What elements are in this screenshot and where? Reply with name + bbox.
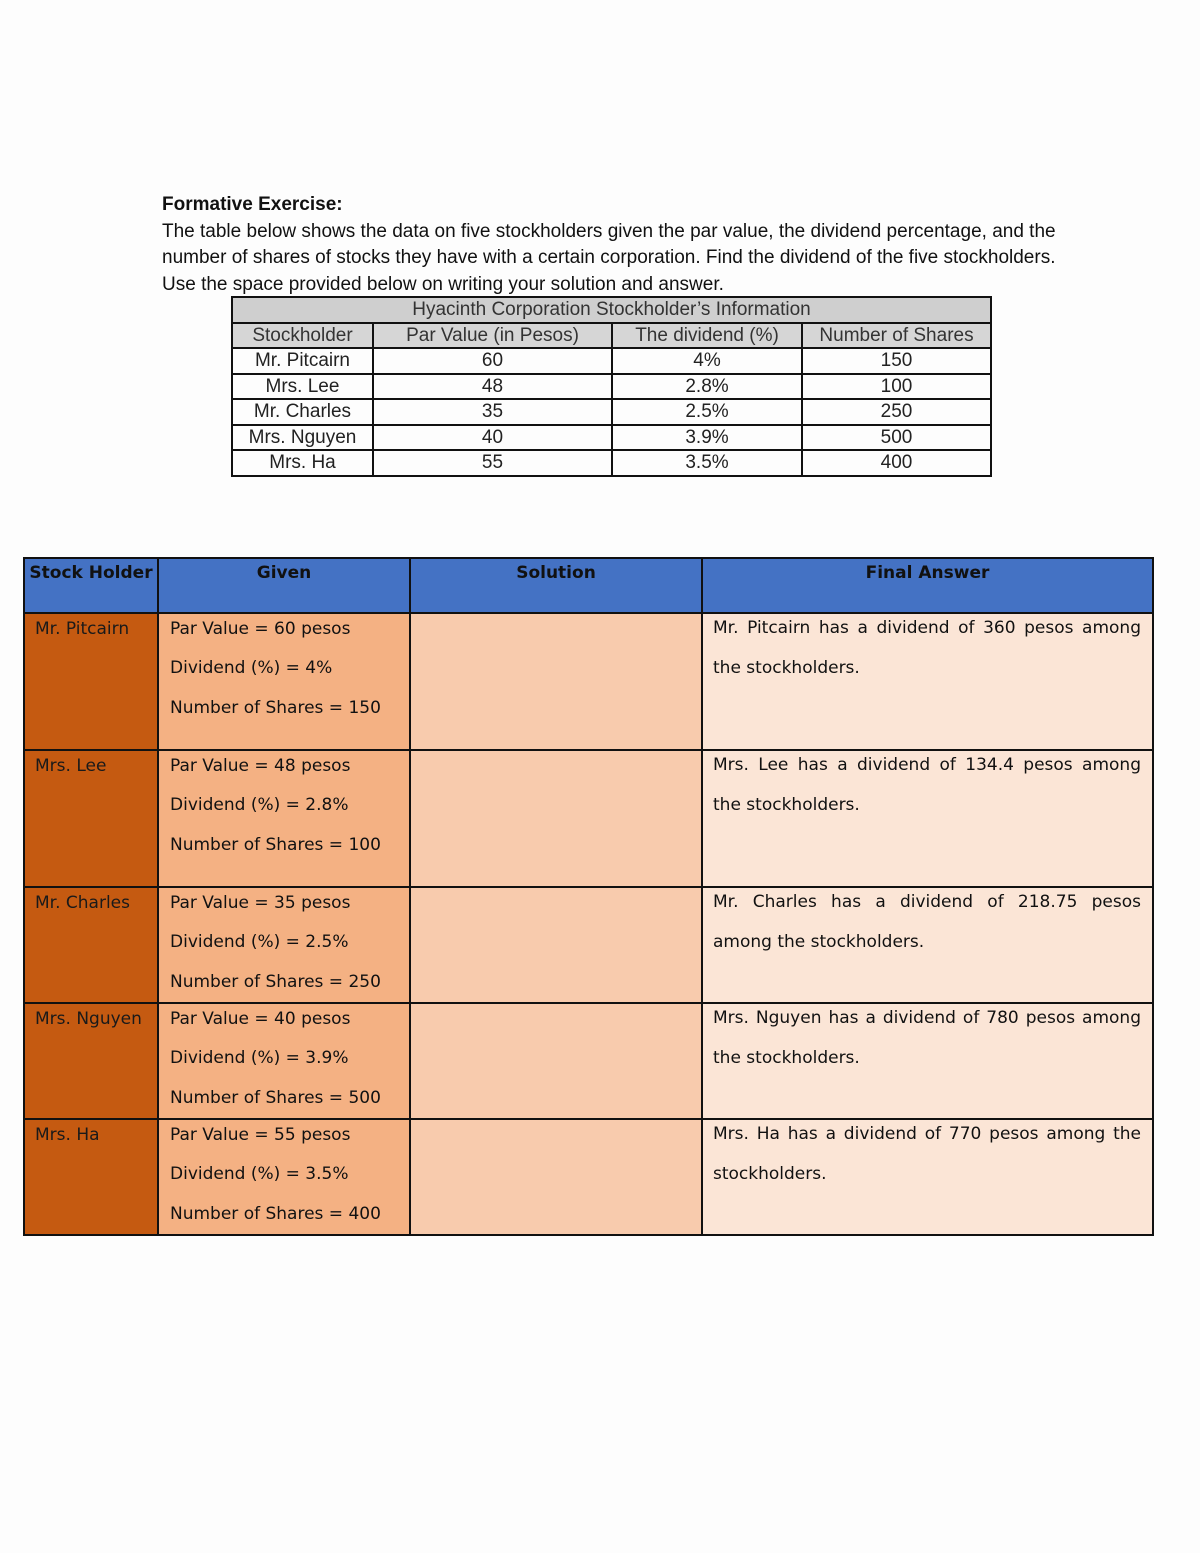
work-cell-solution[interactable] [410,1119,702,1235]
given-par-value: Par Value = 60 pesos [170,619,351,639]
work-cell-holder: Mr. Charles [24,887,158,1003]
exercise-intro [162,192,1082,298]
given-par-value: Par Value = 40 pesos [170,1009,351,1029]
work-row [24,1119,1153,1235]
work-row [24,887,1153,1003]
final-answer-text: Mrs. Ha has a dividend of 770 pesos among the stockholders. [713,1124,1141,1184]
work-row [24,1003,1153,1119]
info-cell-shares: 100 [802,374,991,400]
stockholder-info-table [231,296,992,477]
info-cell-dividend: 2.5% [612,399,802,425]
exercise-instructions: The table below shows the data on five stockholders given the par value, the dividend percentage, and the number of shares of stocks they have with a certain corporation. Find the dividend of the five stockholders. Use the space provided below on writing your solution and answer. [162,220,1056,295]
given-par-value: Par Value = 55 pesos [170,1125,351,1145]
work-header-given: Given [158,558,410,613]
given-dividend: Dividend (%) = 2.5% [170,932,349,952]
info-cell-stockholder: Mrs. Ha [232,450,373,476]
info-cell-par-value: 40 [373,425,612,451]
info-cell-shares: 500 [802,425,991,451]
info-cell-stockholder: Mrs. Nguyen [232,425,373,451]
work-cell-given [158,1003,410,1119]
final-answer-text: Mrs. Lee has a dividend of 134.4 pesos among the stockholders. [713,755,1141,815]
work-cell-solution[interactable] [410,1003,702,1119]
given-dividend: Dividend (%) = 2.8% [170,795,349,815]
info-cell-shares: 150 [802,348,991,374]
given-shares: Number of Shares = 500 [170,1087,381,1108]
work-cell-answer [702,613,1153,750]
exercise-heading: Formative Exercise: [162,194,343,215]
work-cell-answer [702,750,1153,887]
work-cell-solution[interactable] [410,750,702,887]
work-cell-answer [702,1119,1153,1235]
info-cell-dividend: 3.5% [612,450,802,476]
info-cell-par-value: 60 [373,348,612,374]
given-par-value: Par Value = 35 pesos [170,893,351,913]
info-row [232,450,991,476]
work-row [24,750,1153,887]
info-header-stockholder: Stockholder [232,323,373,349]
work-cell-holder: Mr. Pitcairn [24,613,158,750]
work-cell-given [158,613,410,750]
info-header-dividend: The dividend (%) [612,323,802,349]
given-dividend: Dividend (%) = 3.9% [170,1048,349,1068]
info-cell-stockholder: Mr. Charles [232,399,373,425]
work-cell-answer [702,887,1153,1003]
given-shares: Number of Shares = 250 [170,971,381,992]
work-row [24,613,1153,750]
final-answer-text: Mr. Charles has a dividend of 218.75 pesos among the stockholders. [713,892,1141,952]
info-cell-dividend: 4% [612,348,802,374]
info-cell-dividend: 3.9% [612,425,802,451]
info-row [232,348,991,374]
work-cell-given [158,887,410,1003]
solution-worksheet-table [23,557,1154,1236]
info-cell-par-value: 35 [373,399,612,425]
given-dividend: Dividend (%) = 4% [170,658,333,678]
given-dividend: Dividend (%) = 3.5% [170,1164,349,1184]
info-cell-shares: 400 [802,450,991,476]
info-header-par-value: Par Value (in Pesos) [373,323,612,349]
final-answer-text: Mr. Pitcairn has a dividend of 360 pesos among the stockholders. [713,618,1141,678]
work-cell-solution[interactable] [410,887,702,1003]
info-row [232,425,991,451]
info-cell-dividend: 2.8% [612,374,802,400]
info-row [232,374,991,400]
work-header-stock-holder: Stock Holder [24,558,158,613]
info-cell-par-value: 48 [373,374,612,400]
info-cell-par-value: 55 [373,450,612,476]
work-cell-answer [702,1003,1153,1119]
info-cell-stockholder: Mrs. Lee [232,374,373,400]
given-shares: Number of Shares = 400 [170,1203,381,1224]
work-cell-solution[interactable] [410,613,702,750]
work-cell-given [158,750,410,887]
final-answer-text: Mrs. Nguyen has a dividend of 780 pesos among the stockholders. [713,1008,1141,1068]
work-cell-holder: Mrs. Ha [24,1119,158,1235]
work-header-final-answer: Final Answer [702,558,1153,613]
work-cell-given [158,1119,410,1235]
info-cell-stockholder: Mr. Pitcairn [232,348,373,374]
info-cell-shares: 250 [802,399,991,425]
work-header-solution: Solution [410,558,702,613]
info-table-title: Hyacinth Corporation Stockholder’s Information [232,297,991,323]
given-shares: Number of Shares = 100 [170,834,381,855]
info-row [232,399,991,425]
work-cell-holder: Mrs. Lee [24,750,158,887]
given-par-value: Par Value = 48 pesos [170,756,351,776]
info-header-shares: Number of Shares [802,323,991,349]
work-cell-holder: Mrs. Nguyen [24,1003,158,1119]
given-shares: Number of Shares = 150 [170,697,381,718]
